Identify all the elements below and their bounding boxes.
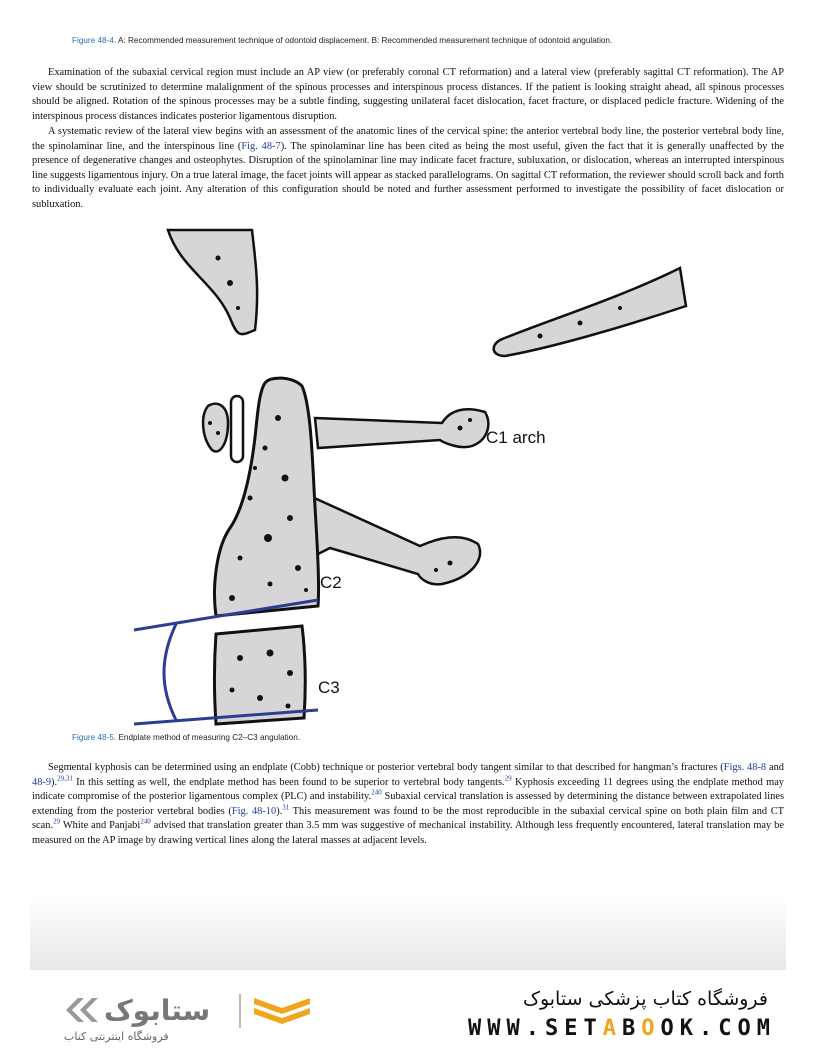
figure-48-5-illustration — [120, 228, 700, 733]
logo-divider — [239, 994, 241, 1028]
url-part-b: B — [622, 1016, 642, 1041]
citation-240[interactable]: 240 — [371, 788, 382, 797]
logo-chevron-icon — [66, 998, 98, 1022]
citation-29-31[interactable]: 29,31 — [57, 774, 73, 783]
para3-text-e: Subaxial cervical translation is assessed by determining the distance between extrapolated lines extending from the posterior vertebral bodies ( — [32, 791, 784, 817]
paragraph-segmental-kyphosis — [32, 761, 784, 849]
paragraph-lateral-review — [32, 125, 784, 213]
para3-text-c: In this setting as well, the endplate method has been found to be superior to vertebral body tangents. — [72, 776, 505, 788]
citation-31[interactable]: 31 — [282, 803, 290, 812]
url-part-o: O — [641, 1016, 661, 1041]
url-part-1: WWW.SET — [468, 1016, 603, 1041]
c1-anterior-arch — [203, 404, 228, 452]
para3-text-h: White and Panjabi — [60, 820, 141, 832]
para3-text-a: Segmental kyphosis can be determined using an endplate (Cobb) technique or posterior vertebral body tangent similar to that described for hangman’s fractures ( — [48, 762, 724, 773]
figure-link-48-8[interactable]: Figs. 48-8 — [723, 762, 767, 773]
logo-subtitle: فروشگاه اینترنتی کتاب — [64, 1030, 169, 1043]
figure-48-4-label: Figure 48-4. — [72, 36, 117, 45]
figure-48-5-caption — [72, 733, 300, 742]
upper-left-bone-fragment — [168, 230, 257, 334]
logo-book-icon — [254, 998, 310, 1024]
citation-240-b[interactable]: 240 — [140, 817, 151, 826]
c2-posterior-element — [310, 496, 480, 584]
paragraph-subaxial-exam — [32, 66, 784, 124]
url-part-2: OK.COM — [660, 1016, 776, 1041]
logo-wordmark: ستابوک — [104, 994, 211, 1027]
para3-text-b: ). — [51, 776, 58, 788]
para3-text-and: and — [766, 762, 784, 773]
para3-text-f: ). — [276, 805, 283, 817]
label-c1-arch: C1 arch — [486, 428, 546, 447]
figure-48-5-label: Figure 48-5. — [72, 733, 117, 742]
para3-text-g: This measurement was found to be the most reproducible in the subaxial cervical spine on both plain film and CT scan. — [32, 805, 784, 832]
store-url[interactable] — [468, 1016, 776, 1041]
url-part-a: A — [602, 1016, 623, 1041]
citation-29-b[interactable]: 29 — [53, 817, 61, 826]
setabook-logo — [64, 990, 324, 1030]
label-c3: C3 — [318, 678, 340, 697]
para2-text-b: ). The spinolaminar line has been cited as being the most useful, given the fact that it is generally unaffected by the presence of degenerative changes and osteophytes. Disruption of the spinolaminar line may indicate facet fracture, subluxation, or dislocation, whereas an interrupted interspinous line suggests ligamentous injury. On a true lateral image, the facet joints will appear as stacked parallelograms. On sagittal CT reformation, the reviewer should scroll back and forth to individually evaluate each joint. Any alteration of this configuration should be noted and further assessment performed to investigate the possibility of facet dislocation or subluxation. — [32, 140, 784, 210]
citation-29[interactable]: 29 — [504, 774, 512, 783]
para1-text: Examination of the subaxial cervical region must include an AP view (or preferably coronal CT reformation) and a lateral view (preferably sagittal CT reformation). The AP view should be scrutinized to determine malalignment of the spinous processes and interspinous process distances. If the patient is looking straight ahead, all spinous processes should be aligned. Rotation of the spinous processes may be a subtle finding, suggesting unilateral facet dislocation, facet fracture, or displaced pedicle fracture. Widening of the interspinous process distances indicates posterior ligamentous disruption. — [32, 67, 784, 122]
figure-link-48-7[interactable]: Fig. 48-7 — [241, 140, 281, 152]
figure-48-5-text: Endplate method of measuring C2–C3 angulation. — [118, 733, 301, 742]
atlas-dens-joint — [231, 396, 243, 462]
figure-48-4-text: A: Recommended measurement technique of odontoid displacement. B: Recommended measurement technique of odontoid angulation. — [117, 36, 613, 45]
footer-gradient — [30, 895, 786, 975]
figure-link-48-9[interactable]: 48-9 — [32, 776, 52, 788]
cobb-angle-arc — [164, 624, 176, 720]
figure-link-48-10[interactable]: Fig. 48-10 — [231, 805, 277, 817]
para3-text-d: Kyphosis exceeding 11 degrees using the endplate method may indicate compromise of the posterior ligamentous complex (PLC) and instability. — [32, 776, 785, 803]
figure-48-4-caption — [72, 36, 612, 45]
para2-text-a: A systematic review of the lateral view begins with an assessment of the anatomic lines of the cervical spine: the anterior vertebral body line, the posterior vertebral body line, the spinolaminar line, and the interspinous line ( — [32, 126, 784, 152]
para3-text-i: advised that translation greater than 3.5 mm was suggestive of mechanical instability. Although less frequently encountered, lateral translation may be measured on the AP image by drawing vertical lines along the lateral masses at adjacent levels. — [32, 820, 784, 846]
label-c2: C2 — [320, 573, 342, 592]
upper-right-bone-fragment — [494, 268, 686, 356]
store-name: فروشگاه کتاب پزشکی ستابوک — [522, 988, 768, 1010]
